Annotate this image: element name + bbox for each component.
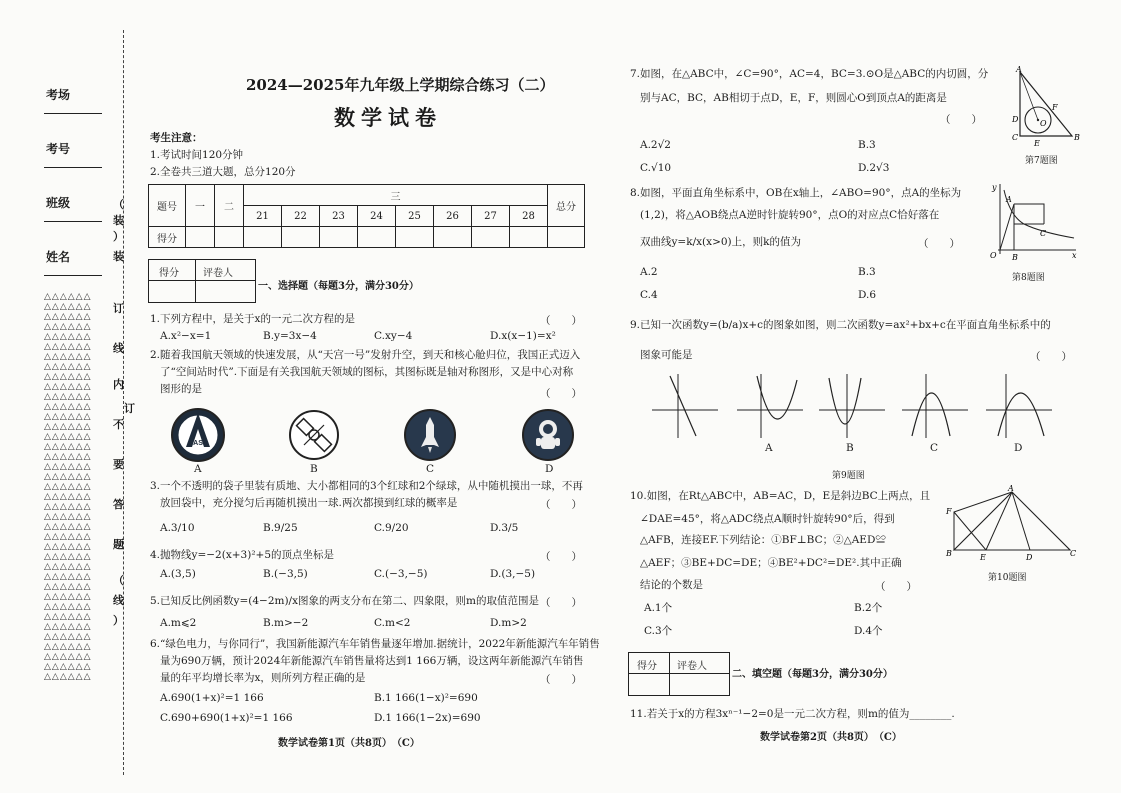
q10-answer-paren[interactable]: （ ） <box>875 581 917 593</box>
score-col-21: 21 <box>244 206 282 227</box>
q1-answer-paren[interactable]: （ ） <box>540 315 582 327</box>
q7-label-f: F <box>1052 103 1058 112</box>
q8-option-c[interactable]: C.4 <box>640 289 658 301</box>
q8-figure <box>984 180 1080 264</box>
q7-option-a[interactable]: A.2√2 <box>640 139 671 151</box>
binding-char-4: 订 <box>113 302 124 315</box>
page-2-footer: 数学试卷第2页（共8页） （C） <box>760 732 902 743</box>
q6-option-c[interactable]: C.690+690(1+x)²=1 166 <box>160 712 293 724</box>
grader2-defen: 得分 <box>637 661 657 672</box>
q3-option-d[interactable]: D.3/5 <box>490 522 519 534</box>
q9-option-b: B <box>846 442 854 454</box>
score-cell[interactable] <box>472 227 510 248</box>
notice-1: 1.考试时间120分钟 <box>150 149 244 161</box>
q9-caption: 第9题图 <box>832 471 865 481</box>
name-label: 姓名 <box>46 250 71 264</box>
binding-char-1: 装 <box>113 214 124 227</box>
q2-line-3: 图形的是 <box>160 383 202 395</box>
q8-line-2: (1,2)，将△AOB绕点A逆时针旋转90°，点O的对应点C恰好落在 <box>640 209 940 221</box>
q10-option-d[interactable]: D.4个 <box>854 625 883 637</box>
q3-line-1: 3.一个不透明的袋子里装有质地、大小都相同的3个红球和2个绿球，从中随机摸出一球，不再 <box>150 480 583 492</box>
binding-char-6: 内 <box>113 378 124 391</box>
q7-answer-paren[interactable]: （ ） <box>940 114 982 126</box>
q8-option-d[interactable]: D.6 <box>858 289 877 301</box>
score-table <box>148 184 585 248</box>
binding-char-8: 要 <box>113 458 124 471</box>
q9-line-2: 图象可能是 <box>640 349 693 361</box>
score-cell[interactable] <box>358 227 396 248</box>
q6-option-b[interactable]: B.1 166(1−x)²=690 <box>374 692 478 704</box>
q9-figure-b[interactable] <box>815 370 887 440</box>
q3-option-b[interactable]: B.9/25 <box>263 522 298 534</box>
notice-title: 考生注意： <box>150 132 203 144</box>
q10-line-3: △AFB，连接EF.下列结论：①BF⊥BC；②△AED≌ <box>640 534 886 546</box>
score-cell[interactable] <box>282 227 320 248</box>
q1-option-c[interactable]: C.xy−4 <box>374 330 413 342</box>
q4-stem: 4.抛物线y=−2(x+3)²+5的顶点坐标是 <box>150 549 335 561</box>
q7-label-b: B <box>1074 133 1080 142</box>
q8-label-y: y <box>992 183 997 192</box>
exam-number-label: 考号 <box>46 142 71 156</box>
q4-option-b[interactable]: B.(−3,5) <box>263 568 308 580</box>
q2-answer-paren[interactable]: （ ） <box>540 388 582 400</box>
page-1-footer: 数学试卷第1页（共8页） （C） <box>278 738 420 749</box>
grader-box-1 <box>148 259 256 303</box>
q8-line-1: 8.如图，平面直角坐标系中，OB在x轴上，∠ABO=90°，点A的坐标为 <box>630 187 962 199</box>
triangle-pattern: △△△△△△ △△△△△△ △△△△△△ △△△△△△ △△△△△△ △△△△△△ △△△△△△ △△△△△△ △△△△△△ △△△△△△ △△△△△△ △△△△△△ △△△△△△ △△△△△△ △△△△△△ △△△△△△ △△△△△△ △△△△△△ △△△△△△ △△△△△△ △△△△△△ △△△△△△ △△△△△△ △△△△△△ △△△△△△ △△△△△△ △△△△△△ △△△△△△ △△△△△△ △△△△△△ △△△△△△ △△△△△△ △△△△△△ △△△△△△ △△△△△△ △△△△△△ △△△△△△ △△△△△△ △△△△△△ <box>44 292 92 682</box>
q5-option-a[interactable]: A.m⩽2 <box>160 617 197 629</box>
grader-box-2 <box>628 652 730 696</box>
q5-option-b[interactable]: B.m>−2 <box>263 617 309 629</box>
q6-option-a[interactable]: A.690(1+x)²=1 166 <box>160 692 264 704</box>
binding-char-2: ） <box>113 230 124 243</box>
q10-label-a: A <box>1008 484 1014 493</box>
score-row-label: 得分 <box>149 227 186 248</box>
exam-room-label: 考场 <box>46 88 71 102</box>
q7-option-b[interactable]: B.3 <box>858 139 876 151</box>
binding-char-7: 不 <box>113 418 124 431</box>
q7-label-e: E <box>1034 139 1040 148</box>
q1-option-a[interactable]: A.x²−x=1 <box>160 330 212 342</box>
q6-line-3: 量的年平均增长率为x，则所列方程正确的是 <box>160 672 366 684</box>
q8-label-o: O <box>990 251 997 260</box>
q7-line-1: 7.如图，在△ABC中，∠C=90°，AC=4，BC=3.⊙O是△ABC的内切圆，分 <box>630 68 989 80</box>
q10-label-c: C <box>1070 549 1077 558</box>
q2-option-d: D <box>545 463 554 475</box>
q3-option-c[interactable]: C.9/20 <box>374 522 409 534</box>
q9-figure-c[interactable] <box>898 370 970 440</box>
score-table-three: 三 <box>244 185 548 206</box>
q8-label-c: C <box>1040 229 1047 238</box>
q4-answer-paren[interactable]: （ ） <box>540 551 582 563</box>
q9-figure-a[interactable] <box>733 370 805 440</box>
q8-label-a: A <box>1006 195 1012 204</box>
q8-option-b[interactable]: B.3 <box>858 266 876 278</box>
q2-option-a: A <box>194 463 202 475</box>
q2-icon-c-rocket[interactable] <box>402 407 458 463</box>
q2-option-c: C <box>426 463 435 475</box>
q3-answer-paren[interactable]: （ ） <box>540 499 582 511</box>
q4-option-a[interactable]: A.(3,5) <box>160 568 196 580</box>
q10-caption: 第10题图 <box>988 573 1027 583</box>
q3-line-2: 放回袋中，充分搅匀后再随机摸出一球.两次都摸到红球的概率是 <box>160 497 458 509</box>
class-field[interactable] <box>44 192 102 222</box>
q2-line-1: 2.随着我国航天领域的快速发展，从“天宫一号”发射升空，到天和核心舱归位，我国正式迈入 <box>150 349 581 361</box>
q10-label-f: F <box>946 507 952 516</box>
q8-label-x: x <box>1072 251 1077 260</box>
exam-subtitle: 数学试卷 <box>334 105 442 130</box>
q8-option-a[interactable]: A.2 <box>640 266 658 278</box>
q7-option-c[interactable]: C.√10 <box>640 162 672 174</box>
q9-line-1: 9.已知一次函数y=(b/a)x+c的图象如图，则二次函数y=ax²+bx+c在平面直角坐标系中的 <box>630 319 1051 331</box>
grader2-pingjuanren: 评卷人 <box>677 661 707 672</box>
q10-line-2: ∠DAE=45°，将△ADC绕点A顺时针旋转90°后，得到 <box>640 513 895 525</box>
q9-figure-line <box>648 370 720 440</box>
q8-caption: 第8题图 <box>1012 273 1045 283</box>
q2-icon-d-astronaut[interactable] <box>520 407 576 463</box>
q7-option-d[interactable]: D.2√3 <box>858 162 890 174</box>
score-cell[interactable] <box>320 227 358 248</box>
score-col-24: 24 <box>358 206 396 227</box>
binding-char-0: （ <box>113 198 124 211</box>
score-col-28: 28 <box>510 206 548 227</box>
q10-figure <box>942 484 1078 564</box>
score-cell[interactable] <box>244 227 282 248</box>
q5-answer-paren[interactable]: （ ） <box>540 597 582 609</box>
binding-char-11: （ <box>113 574 124 587</box>
q8-answer-paren[interactable]: （ ） <box>918 238 960 250</box>
casc-text: CASC <box>188 440 208 447</box>
q2-option-b: B <box>310 463 318 475</box>
name-field[interactable] <box>44 246 102 276</box>
score-cell[interactable] <box>434 227 472 248</box>
q4-option-c[interactable]: C.(−3,−5) <box>374 568 428 580</box>
q6-answer-paren[interactable]: （ ） <box>540 674 582 686</box>
score-col-26: 26 <box>434 206 472 227</box>
q10-label-b: B <box>946 549 952 558</box>
score-table-total: 总分 <box>548 185 585 227</box>
q2-icon-b-satellite[interactable] <box>286 407 342 463</box>
q7-label-c: C <box>1012 133 1019 142</box>
section-1-title: 一、选择题（每题3分，满分30分） <box>258 281 419 292</box>
exam-room-field[interactable] <box>44 84 102 114</box>
q1-stem: 1.下列方程中，是关于x的一元二次方程的是 <box>150 313 355 325</box>
binding-char-3: 装 <box>113 250 124 263</box>
q8-line-3: 双曲线y=k/x(x>0)上，则k的值为 <box>640 236 802 248</box>
q9-option-d: D <box>1014 442 1023 454</box>
q6-option-d[interactable]: D.1 166(1−2x)=690 <box>374 712 481 724</box>
score-table-two: 二 <box>215 185 244 227</box>
score-col-23: 23 <box>320 206 358 227</box>
q7-label-a: A <box>1016 65 1022 74</box>
q2-line-2: 了“空间站时代”.下面是有关我国航天领域的图标，其图标既是轴对称图形，又是中心对称 <box>160 366 574 378</box>
q6-line-2: 量为690万辆，预计2024年新能源汽车销售量将达到1 166万辆，设这两年新能源汽车销售 <box>160 655 584 667</box>
score-col-25: 25 <box>396 206 434 227</box>
binding-char-13: ） <box>113 614 124 627</box>
q6-line-1: 6.“绿色电力，与你同行”，我国新能源汽车年销售量逐年增加.据统计，2022年新能源汽车年销售 <box>150 638 600 650</box>
q5-option-c[interactable]: C.m<2 <box>374 617 411 629</box>
q3-option-a[interactable]: A.3/10 <box>160 522 195 534</box>
q10-line-4: △AEF；③BE+DC=DE；④BE²+DC²=DE².其中正确 <box>640 557 902 569</box>
q10-label-e: E <box>980 553 986 562</box>
q9-option-c: C <box>930 442 939 454</box>
q10-label-d: D <box>1026 553 1033 562</box>
q1-option-b[interactable]: B.y=3x−4 <box>263 330 317 342</box>
q10-option-b[interactable]: B.2个 <box>854 602 883 614</box>
q7-label-d: D <box>1012 115 1019 124</box>
score-table-one: 一 <box>186 185 215 227</box>
q2-icon-a-casc[interactable] <box>170 407 226 463</box>
section-2-title: 二、填空题（每题3分，满分30分） <box>732 669 893 680</box>
q7-caption: 第7题图 <box>1025 156 1058 166</box>
q7-figure <box>1000 64 1084 154</box>
q11-stem: 11.若关于x的方程3xⁿ⁻¹−2=0是一元二次方程，则m的值为________. <box>630 708 955 720</box>
q10-line-5: 结论的个数是 <box>640 579 703 591</box>
exam-title: 2024—2025年九年级上学期综合练习（二） <box>246 76 555 94</box>
score-cell[interactable] <box>548 227 585 248</box>
score-table-tihao: 题号 <box>149 185 186 227</box>
grader-defen: 得分 <box>159 268 179 279</box>
q7-label-o: O <box>1040 119 1047 128</box>
q5-option-d[interactable]: D.m>2 <box>490 617 527 629</box>
binding-char-12: 线 <box>113 594 124 607</box>
q10-option-a[interactable]: A.1个 <box>644 602 673 614</box>
binding-char-9: 答 <box>113 498 124 511</box>
binding-char-10: 题 <box>113 538 124 551</box>
binding-mid-char: 订 <box>124 402 135 415</box>
q10-option-c[interactable]: C.3个 <box>644 625 673 637</box>
score-cell[interactable] <box>396 227 434 248</box>
q1-option-d[interactable]: D.x(x−1)=x² <box>490 330 556 342</box>
q9-figure-d[interactable] <box>982 370 1054 440</box>
q7-line-2: 别与AC，BC，AB相切于点D，E，F，则圆心O到顶点A的距离是 <box>640 92 947 104</box>
notice-2: 2.全卷共三道大题，总分120分 <box>150 166 296 178</box>
binding-char-5: 线 <box>113 342 124 355</box>
q9-option-a: A <box>765 442 773 454</box>
class-label: 班级 <box>46 196 71 210</box>
q9-answer-paren[interactable]: （ ） <box>1030 351 1072 363</box>
q10-line-1: 10.如图，在Rt△ABC中，AB=AC，D，E是斜边BC上两点，且 <box>630 490 931 502</box>
grader-pingjuanren: 评卷人 <box>203 268 233 279</box>
score-col-22: 22 <box>282 206 320 227</box>
q5-stem: 5.已知反比例函数y=(4−2m)/x图象的两支分布在第二、四象限，则m的取值范围是 <box>150 595 539 607</box>
score-cell[interactable] <box>186 227 215 248</box>
exam-number-field[interactable] <box>44 138 102 168</box>
q4-option-d[interactable]: D.(3,−5) <box>490 568 536 580</box>
q8-label-b: B <box>1012 253 1018 262</box>
score-col-27: 27 <box>472 206 510 227</box>
score-cell[interactable] <box>510 227 548 248</box>
score-cell[interactable] <box>215 227 244 248</box>
